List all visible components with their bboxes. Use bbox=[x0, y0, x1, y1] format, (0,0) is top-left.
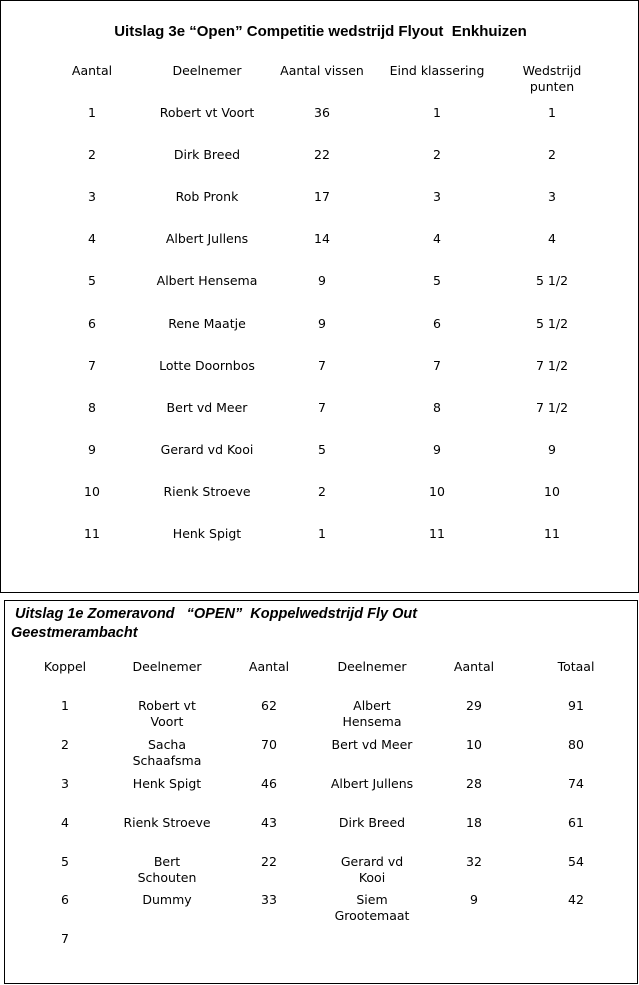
table-cell-count-b: 28 bbox=[466, 776, 482, 791]
table-cell-participant: Albert Hensema bbox=[156, 273, 258, 289]
header-participant-a: Deelnemer bbox=[132, 659, 202, 674]
table-cell-final-rank: 5 bbox=[433, 273, 441, 289]
table-cell-count-a: 43 bbox=[261, 815, 277, 830]
table-cell-fish-count: 22 bbox=[314, 147, 330, 163]
table-cell-participant-a: Rienk Stroeve bbox=[123, 815, 211, 830]
table-cell-final-rank: 11 bbox=[429, 526, 445, 541]
header-pair-number: Koppel bbox=[43, 659, 87, 674]
table-cell-match-points: 7 1/2 bbox=[535, 357, 569, 373]
header-fish-count: Aantal vissen bbox=[280, 63, 364, 78]
table-cell-count-a: 22 bbox=[261, 854, 277, 869]
header-participant-b: Deelnemer bbox=[337, 659, 407, 674]
table-cell-place: 1 bbox=[88, 105, 96, 120]
table-cell-participant-b: Gerard vd Kooi bbox=[340, 854, 404, 885]
table-cell-place: 6 bbox=[88, 315, 96, 331]
table-cell-participant-a: Henk Spigt bbox=[132, 776, 202, 791]
table-cell-pair-number: 6 bbox=[61, 892, 69, 907]
table-cell-total: 61 bbox=[568, 815, 584, 830]
table-cell-participant-b: Albert Hensema bbox=[342, 698, 402, 729]
table-cell-count-b: 32 bbox=[466, 854, 482, 869]
header-final-rank: Eind klassering bbox=[389, 63, 485, 78]
table-cell-count-b: 29 bbox=[466, 698, 482, 713]
table-cell-participant-a: Robert vt Voort bbox=[138, 698, 196, 729]
table-cell-total: 54 bbox=[568, 854, 584, 869]
table-cell-participant: Bert vd Meer bbox=[166, 399, 248, 415]
table-cell-pair-number: 2 bbox=[61, 737, 69, 752]
table-cell-match-points: 4 bbox=[548, 231, 556, 247]
table-cell-match-points: 9 bbox=[548, 441, 556, 457]
table-cell-match-points: 3 bbox=[548, 189, 556, 205]
table-cell-match-points: 5 1/2 bbox=[535, 273, 569, 289]
table-cell-match-points: 10 bbox=[544, 483, 560, 499]
header-count-a: Aantal bbox=[248, 659, 290, 674]
table-cell-final-rank: 9 bbox=[433, 441, 441, 457]
table-cell-count-b: 9 bbox=[470, 892, 478, 907]
table-cell-place: 4 bbox=[88, 231, 96, 247]
table-cell-fish-count: 17 bbox=[314, 189, 330, 205]
table-cell-fish-count: 9 bbox=[318, 315, 326, 331]
table-cell-participant: Robert vt Voort bbox=[159, 105, 255, 120]
table-cell-total: 80 bbox=[568, 737, 584, 752]
table-cell-participant-a: Dummy bbox=[142, 892, 192, 907]
table-cell-participant-b: Albert Jullens bbox=[330, 776, 414, 791]
header-total: Totaal bbox=[557, 659, 595, 674]
table-cell-fish-count: 14 bbox=[314, 231, 330, 247]
table-cell-place: 3 bbox=[88, 189, 96, 205]
header-match-points: Wedstrijd punten bbox=[522, 63, 582, 94]
table-cell-participant-b: Siem Grootemaat bbox=[334, 892, 410, 923]
table-cell-final-rank: 1 bbox=[433, 105, 441, 120]
table-cell-participant: Lotte Doornbos bbox=[159, 357, 255, 373]
table-cell-final-rank: 8 bbox=[433, 399, 441, 415]
table-cell-final-rank: 2 bbox=[433, 147, 441, 163]
table-cell-final-rank: 6 bbox=[433, 315, 441, 331]
table-cell-final-rank: 4 bbox=[433, 231, 441, 247]
table-cell-count-a: 62 bbox=[261, 698, 277, 713]
table-cell-participant: Gerard vd Kooi bbox=[160, 441, 254, 457]
table-cell-fish-count: 1 bbox=[318, 526, 326, 541]
table-cell-total: 74 bbox=[568, 776, 584, 791]
table-cell-pair-number: 1 bbox=[61, 698, 69, 713]
table-cell-fish-count: 9 bbox=[318, 273, 326, 289]
table-cell-participant-b: Dirk Breed bbox=[338, 815, 406, 830]
table-cell-participant-a: Bert Schouten bbox=[137, 854, 197, 885]
table-cell-place: 5 bbox=[88, 273, 96, 289]
table-cell-final-rank: 7 bbox=[433, 357, 441, 373]
table-cell-count-b: 18 bbox=[466, 815, 482, 830]
table-cell-participant: Rob Pronk bbox=[175, 189, 239, 205]
table-cell-participant: Albert Jullens bbox=[165, 231, 249, 247]
competition-results-title: Uitslag 3e “Open” Competitie wedstrijd Flyout Enkhuizen bbox=[114, 23, 527, 40]
table-cell-count-a: 33 bbox=[261, 892, 277, 907]
table-cell-participant-b: Bert vd Meer bbox=[331, 737, 413, 752]
table-cell-place: 9 bbox=[88, 441, 96, 457]
table-cell-pair-number: 5 bbox=[61, 854, 69, 869]
table-cell-match-points: 5 1/2 bbox=[535, 315, 569, 331]
table-cell-participant: Henk Spigt bbox=[172, 526, 242, 541]
table-cell-place: 2 bbox=[88, 147, 96, 163]
table-cell-place: 7 bbox=[88, 357, 96, 373]
header-place: Aantal bbox=[71, 63, 113, 78]
table-cell-total: 42 bbox=[568, 892, 584, 907]
table-cell-fish-count: 36 bbox=[314, 105, 330, 120]
table-cell-match-points: 11 bbox=[544, 526, 560, 541]
table-cell-fish-count: 2 bbox=[318, 483, 326, 499]
table-cell-fish-count: 7 bbox=[318, 357, 326, 373]
table-cell-pair-number: 3 bbox=[61, 776, 69, 791]
pairs-results-title: Uitslag 1e Zomeravond “OPEN” Koppelwedstrijd Fly Out Geestmerambacht bbox=[11, 606, 422, 641]
table-cell-participant-a: Sacha Schaafsma bbox=[132, 737, 202, 768]
table-cell-match-points: 1 bbox=[548, 105, 556, 120]
table-cell-participant: Rene Maatje bbox=[168, 315, 246, 331]
table-cell-final-rank: 10 bbox=[429, 483, 445, 499]
table-cell-participant: Dirk Breed bbox=[173, 147, 241, 163]
pairs-results-panel bbox=[4, 600, 638, 984]
table-cell-total: 91 bbox=[568, 698, 584, 713]
table-cell-fish-count: 7 bbox=[318, 399, 326, 415]
table-cell-match-points: 7 1/2 bbox=[535, 399, 569, 415]
table-cell-count-a: 46 bbox=[261, 776, 277, 791]
table-cell-place: 11 bbox=[84, 526, 100, 541]
table-cell-match-points: 2 bbox=[548, 147, 556, 163]
header-participant: Deelnemer bbox=[172, 63, 242, 78]
table-cell-count-a: 70 bbox=[261, 737, 277, 752]
table-cell-count-b: 10 bbox=[466, 737, 482, 752]
table-cell-final-rank: 3 bbox=[433, 189, 441, 205]
table-cell-pair-number: 7 bbox=[61, 931, 69, 946]
header-count-b: Aantal bbox=[453, 659, 495, 674]
table-cell-fish-count: 5 bbox=[318, 441, 326, 457]
table-cell-place: 10 bbox=[84, 483, 100, 499]
table-cell-place: 8 bbox=[88, 399, 96, 415]
table-cell-participant: Rienk Stroeve bbox=[163, 483, 251, 499]
table-cell-pair-number: 4 bbox=[61, 815, 69, 830]
